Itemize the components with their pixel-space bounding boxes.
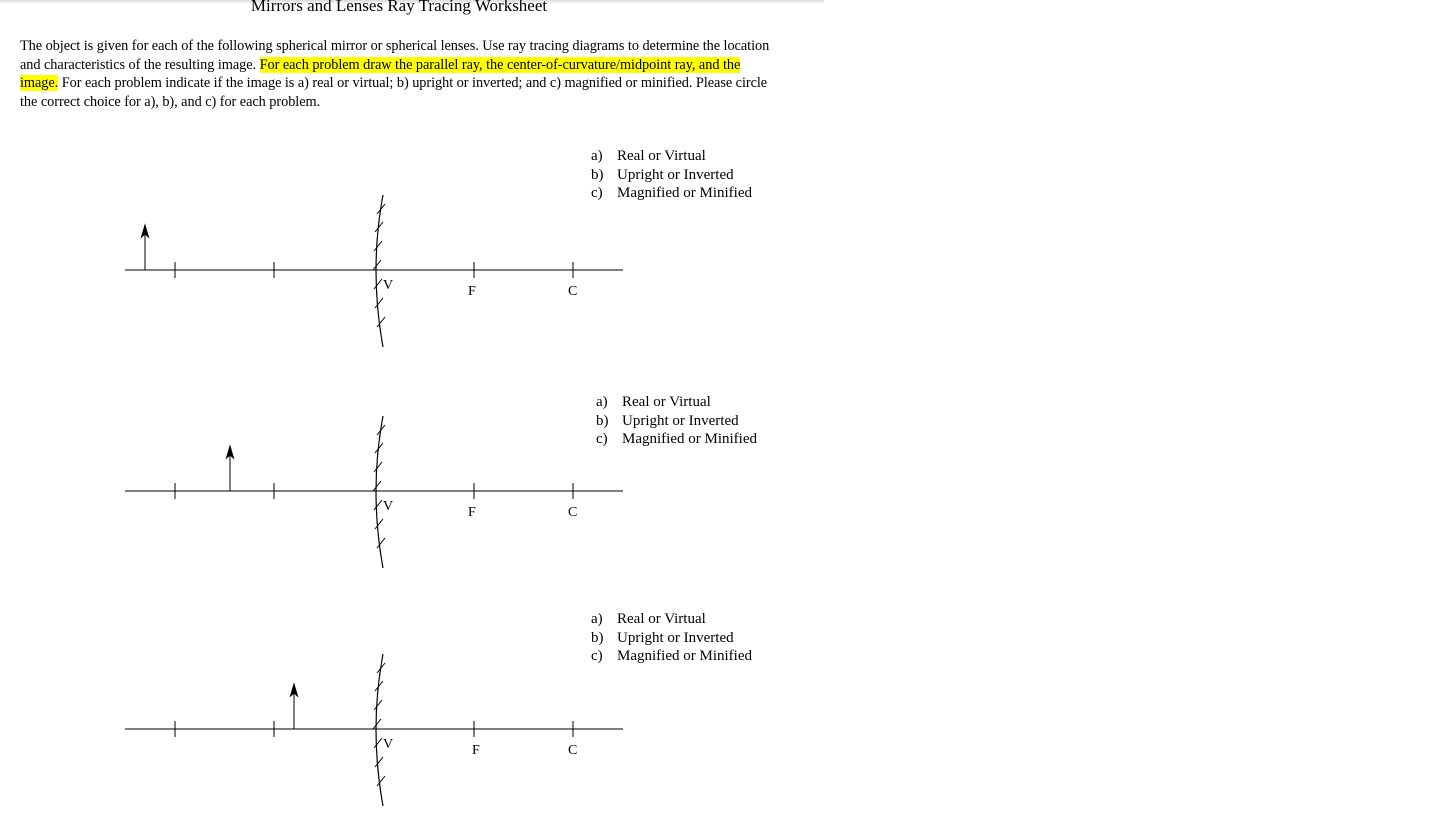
label-focal-point: F <box>472 743 480 758</box>
problem-1-diagram <box>0 180 824 360</box>
mirror-hatch <box>373 481 381 491</box>
choice-text: Magnified or Minified <box>617 185 752 202</box>
object-arrow <box>142 225 149 270</box>
mirror-hatch <box>374 738 382 748</box>
problem-3-diagram <box>0 639 824 819</box>
choice-label: c) <box>591 185 603 202</box>
choice-label: c) <box>596 431 608 448</box>
concave-mirror <box>373 416 385 568</box>
mirror-hatch <box>374 700 382 710</box>
mirror-hatch <box>374 279 382 289</box>
choice-label: a) <box>591 611 603 627</box>
label-focal-point: F <box>468 505 476 520</box>
choice-text: Upright or Inverted <box>622 412 739 429</box>
mirror-hatch <box>374 500 382 510</box>
label-focal-point: F <box>468 284 476 299</box>
choice-text: Real or Virtual <box>617 611 706 627</box>
mirror-hatch <box>375 519 383 529</box>
choice-real-virtual[interactable] <box>591 147 752 166</box>
page-title: Mirrors and Lenses Ray Tracing Worksheet <box>250 0 548 15</box>
concave-mirror <box>373 195 385 347</box>
choice-label: b) <box>591 166 604 183</box>
mirror-hatch <box>373 719 381 729</box>
choice-text: Real or Virtual <box>622 394 711 410</box>
mirror-hatch <box>374 462 382 472</box>
choice-label: b) <box>596 412 609 429</box>
choice-label: c) <box>591 648 603 665</box>
instructions-text-1: The object is given for each of the following spherical mirror or spherical lenses. Use ray tracing diagrams to determine the location and characteristics of the resulting image. <box>20 38 770 73</box>
label-vertex: V <box>383 737 394 752</box>
mirror-hatch <box>375 757 383 767</box>
label-center-of-curvature: C <box>568 505 578 520</box>
object-arrow <box>227 446 234 491</box>
choice-text: Upright or Inverted <box>617 629 734 646</box>
mirror-hatch <box>374 241 382 251</box>
instructions-paragraph <box>20 37 780 111</box>
instructions-highlight: For each problem draw the parallel ray, the center-of-curvature/midpoint ray, and the image. <box>20 56 741 91</box>
choice-label: a) <box>596 394 608 410</box>
mirror-hatch <box>375 298 383 308</box>
label-center-of-curvature: C <box>568 743 578 758</box>
label-center-of-curvature: C <box>568 284 578 299</box>
instructions-text-2: For each problem indicate if the image is a) real or virtual; b) upright or inverted; and c) magnified or minified. Please circle the correct choice for a), b), and c) for each problem. <box>20 75 768 110</box>
label-vertex: V <box>383 499 394 514</box>
object-arrow <box>291 684 298 729</box>
choice-label: b) <box>591 629 604 646</box>
choice-text: Magnified or Minified <box>617 648 752 665</box>
problem-2-diagram <box>0 401 824 581</box>
concave-mirror <box>373 654 385 806</box>
choice-text: Magnified or Minified <box>622 431 757 448</box>
choice-text: Upright or Inverted <box>617 166 734 183</box>
choice-real-virtual[interactable] <box>591 610 752 629</box>
choice-text: Real or Virtual <box>617 148 706 164</box>
mirror-hatch <box>373 260 381 270</box>
label-vertex: V <box>383 278 394 293</box>
choice-label: a) <box>591 148 603 164</box>
